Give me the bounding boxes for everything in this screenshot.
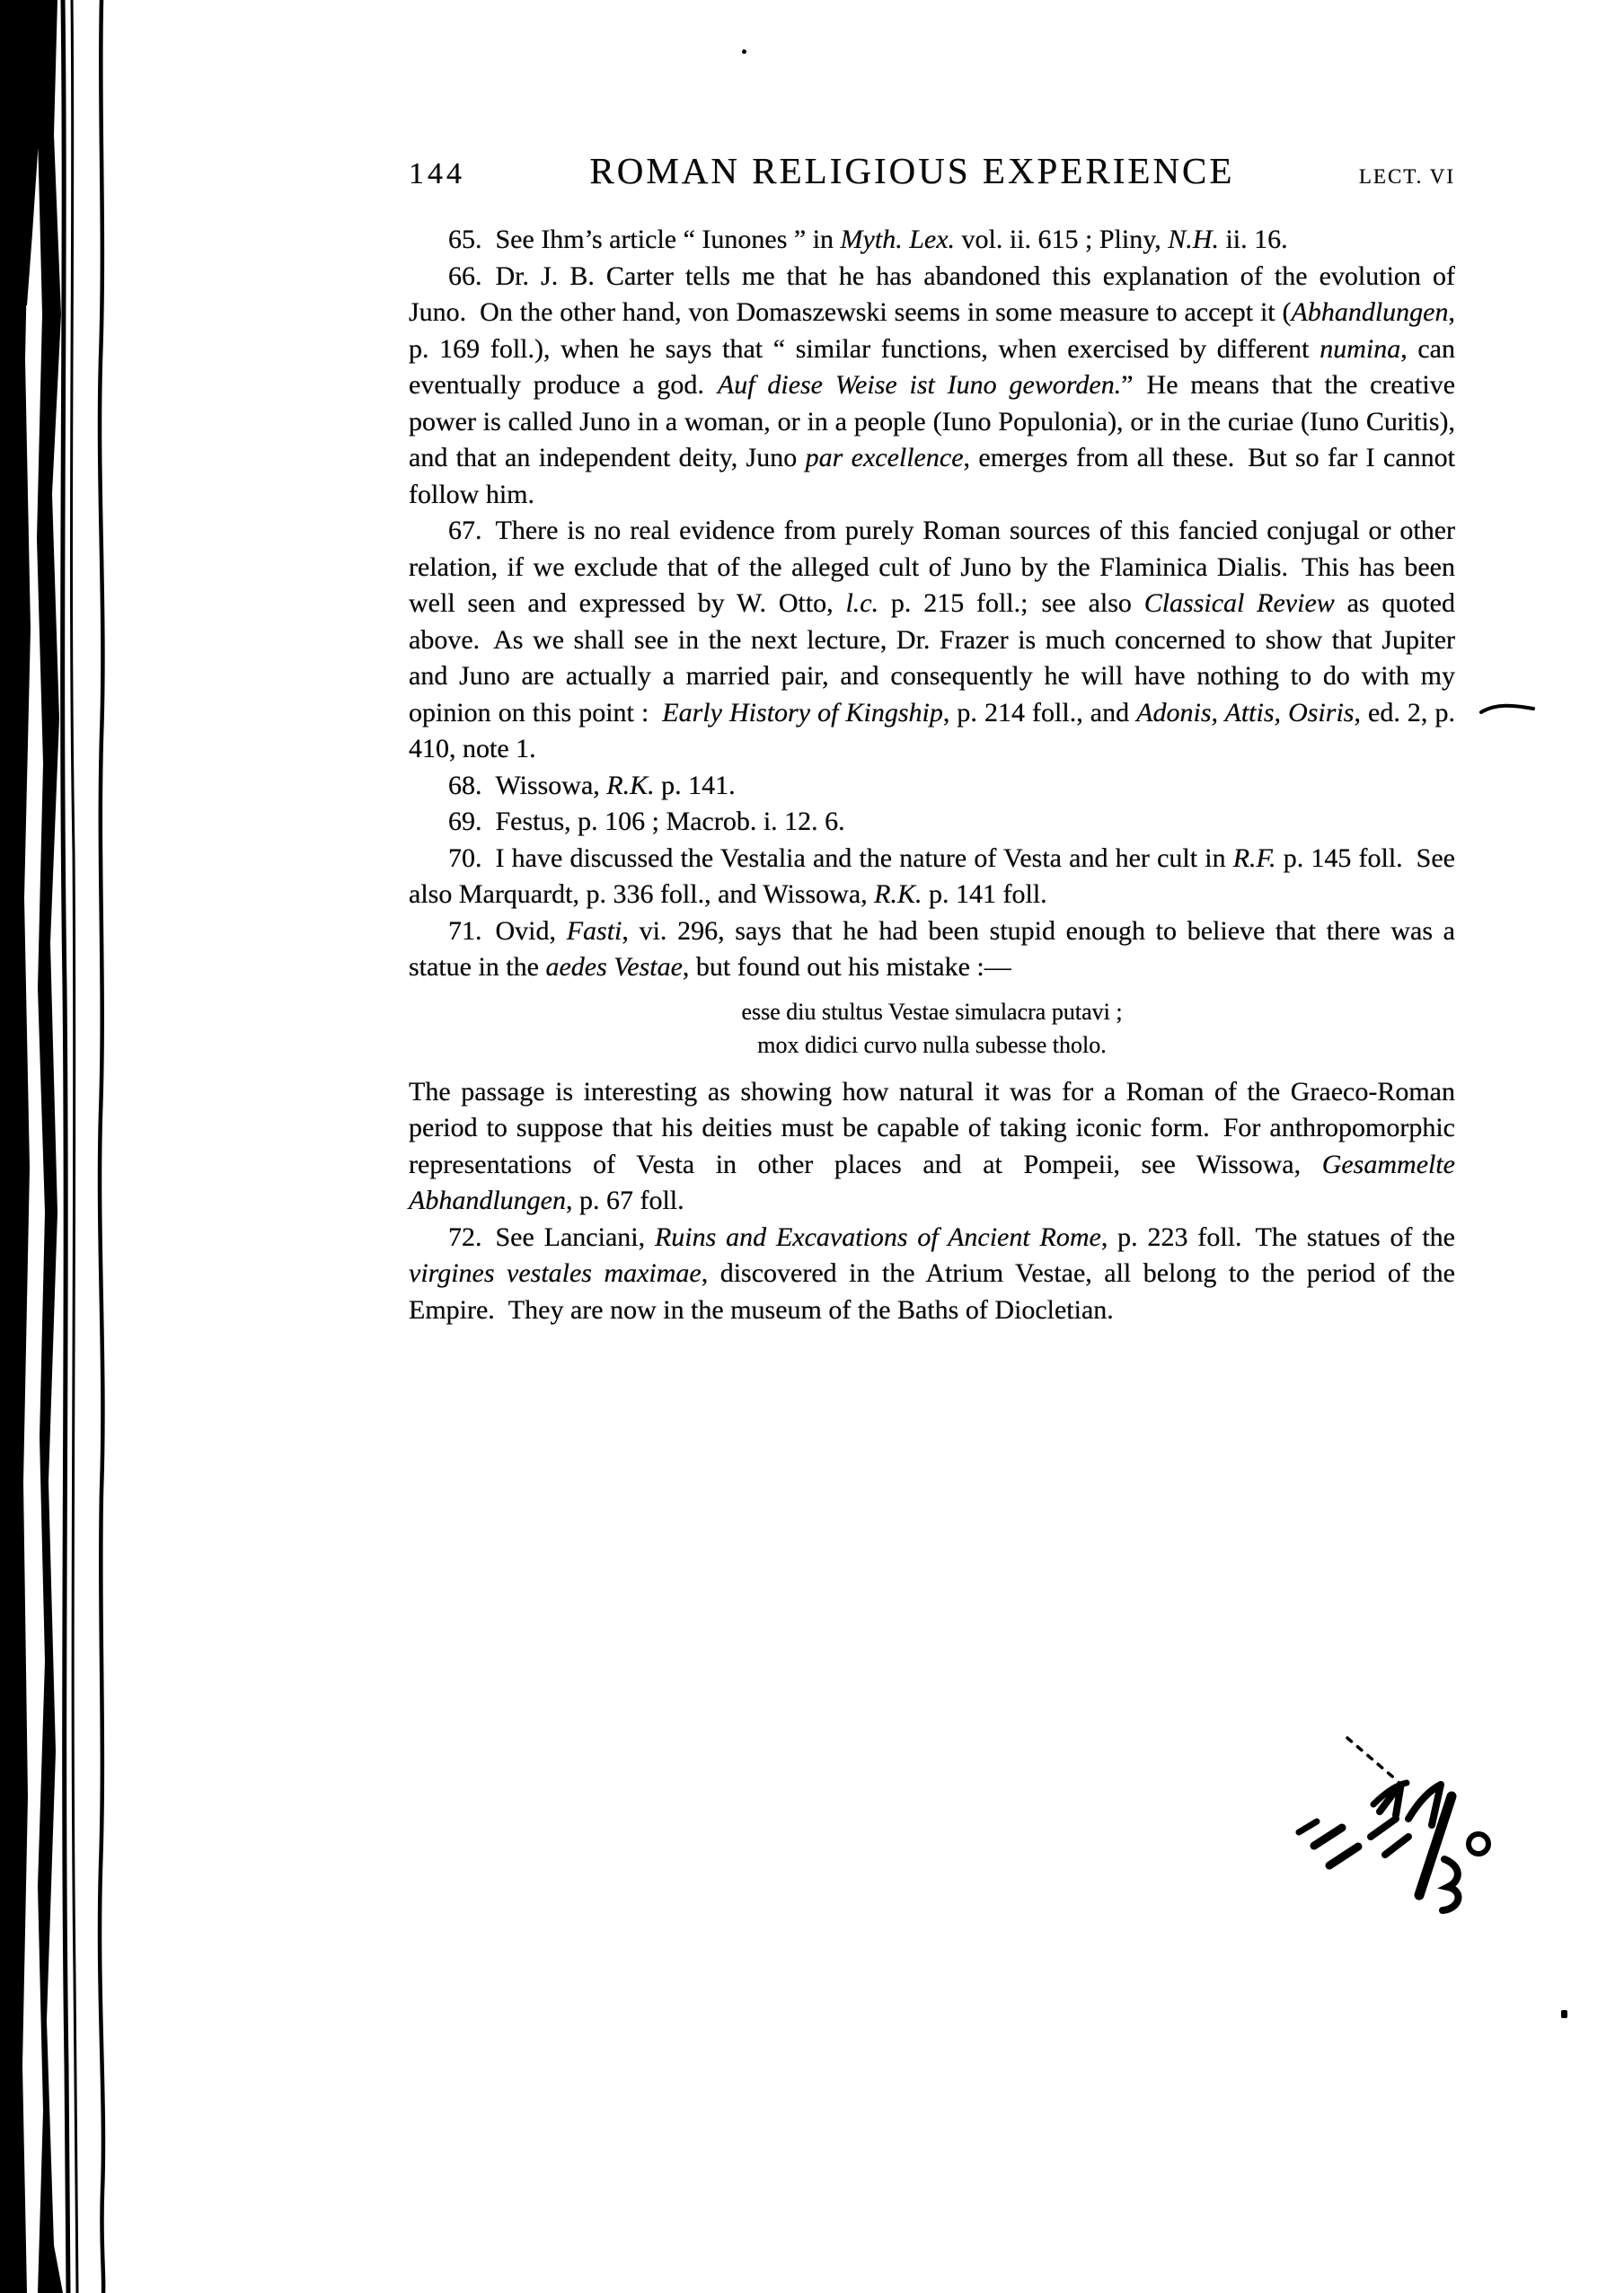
handwritten-annotation (1265, 1729, 1534, 1945)
running-header (409, 149, 1455, 192)
footnote-71: 71. Ovid, Fasti, vi. 296, says that he had been stupid enough to believe that there was a statue in the aedes Vestae, but found out his mistake :— (409, 915, 1456, 982)
page-text (409, 222, 1455, 1328)
scan-speck (742, 49, 746, 54)
latin-verse (409, 995, 1455, 1062)
page-title: ROMAN RELIGIOUS EXPERIENCE (589, 150, 1235, 191)
verse-line: mox didici curvo nulla subesse tholo. (757, 1031, 1107, 1058)
footnote-72: 72. See Lanciani, Ruins and Excavations of Ancient Rome, p. 223 foll. The statues of the virgines vestales maximae, discovered in the Atrium Vestae, all belong to the period of the Empire. They are now in the museum of the Baths of Diocletian. (409, 1221, 1455, 1325)
scan-gutter-artifacts (0, 0, 180, 2293)
footnote-65: 65. See Ihm’s article “ Iunones ” in Myth. Lex. vol. ii. 615 ; Pliny, N.H. ii. 16. (448, 225, 1288, 254)
footnote-70: 70. I have discussed the Vestalia and the nature of Vesta and her cult in R.F. p. 145 foll. See also Marquardt, p. 336 foll., and Wissowa, R.K. p. 141 foll. (409, 842, 1455, 909)
lecture-label: LECT. VI (1358, 165, 1455, 188)
page-number: 144 (409, 157, 465, 190)
footnote-66: 66. Dr. J. B. Carter tells me that he has abandoned this explanation of the evolution of Juno. On the other hand, von Domaszewski seems in some measure to accept it (Abhandlungen, p. 169 foll.), when he says that “ similar functions, when exercised by different numina, can eventually produce a god. Auf diese Weise ist Iuno geworden.” He means that the creative power is called Juno in a woman, or in a people (Iuno Populonia), or in the curiae (Iuno Curitis), and that an independent deity, Juno par excellence, emerges from all these. But so far I cannot follow him. (409, 260, 1456, 509)
footnote-69: 69. Festus, p. 106 ; Macrob. i. 12. 6. (448, 807, 845, 836)
footnote-67: 67. There is no real evidence from purely Roman sources of this fancied conjugal or other relation, if we exclude that of the alleged cult of Juno by the Flaminica Dialis. This has been well seen and expressed by W. Otto, l.c. p. 215 foll.; see also Classical Review as quoted above. As we shall see in the next lecture, Dr. Frazer is much concerned to show that Jupiter and Juno are actually a married pair, and consequently he will have nothing to do with my opinion on this point : Early History of Kingship, p. 214 foll., and Adonis, Attis, Osiris, ed. 2, p. 410, note 1. (409, 516, 1456, 763)
closing-passage: The passage is interesting as showing how natural it was for a Roman of the Graeco-Roman period to suppose that his deities must be capable of taking iconic form. For anthropomorphic representations of Vesta in other places and at Pompeii, see Wissowa, Gesammelte Abhandlungen, p. 67 foll. (409, 1076, 1455, 1215)
verse-line: esse diu stultus Vestae simulacra putavi ; (741, 998, 1123, 1025)
footnote-68: 68. Wissowa, R.K. p. 141. (448, 770, 736, 800)
scan-speck (1561, 2010, 1567, 2018)
margin-tick-mark (1478, 696, 1540, 723)
